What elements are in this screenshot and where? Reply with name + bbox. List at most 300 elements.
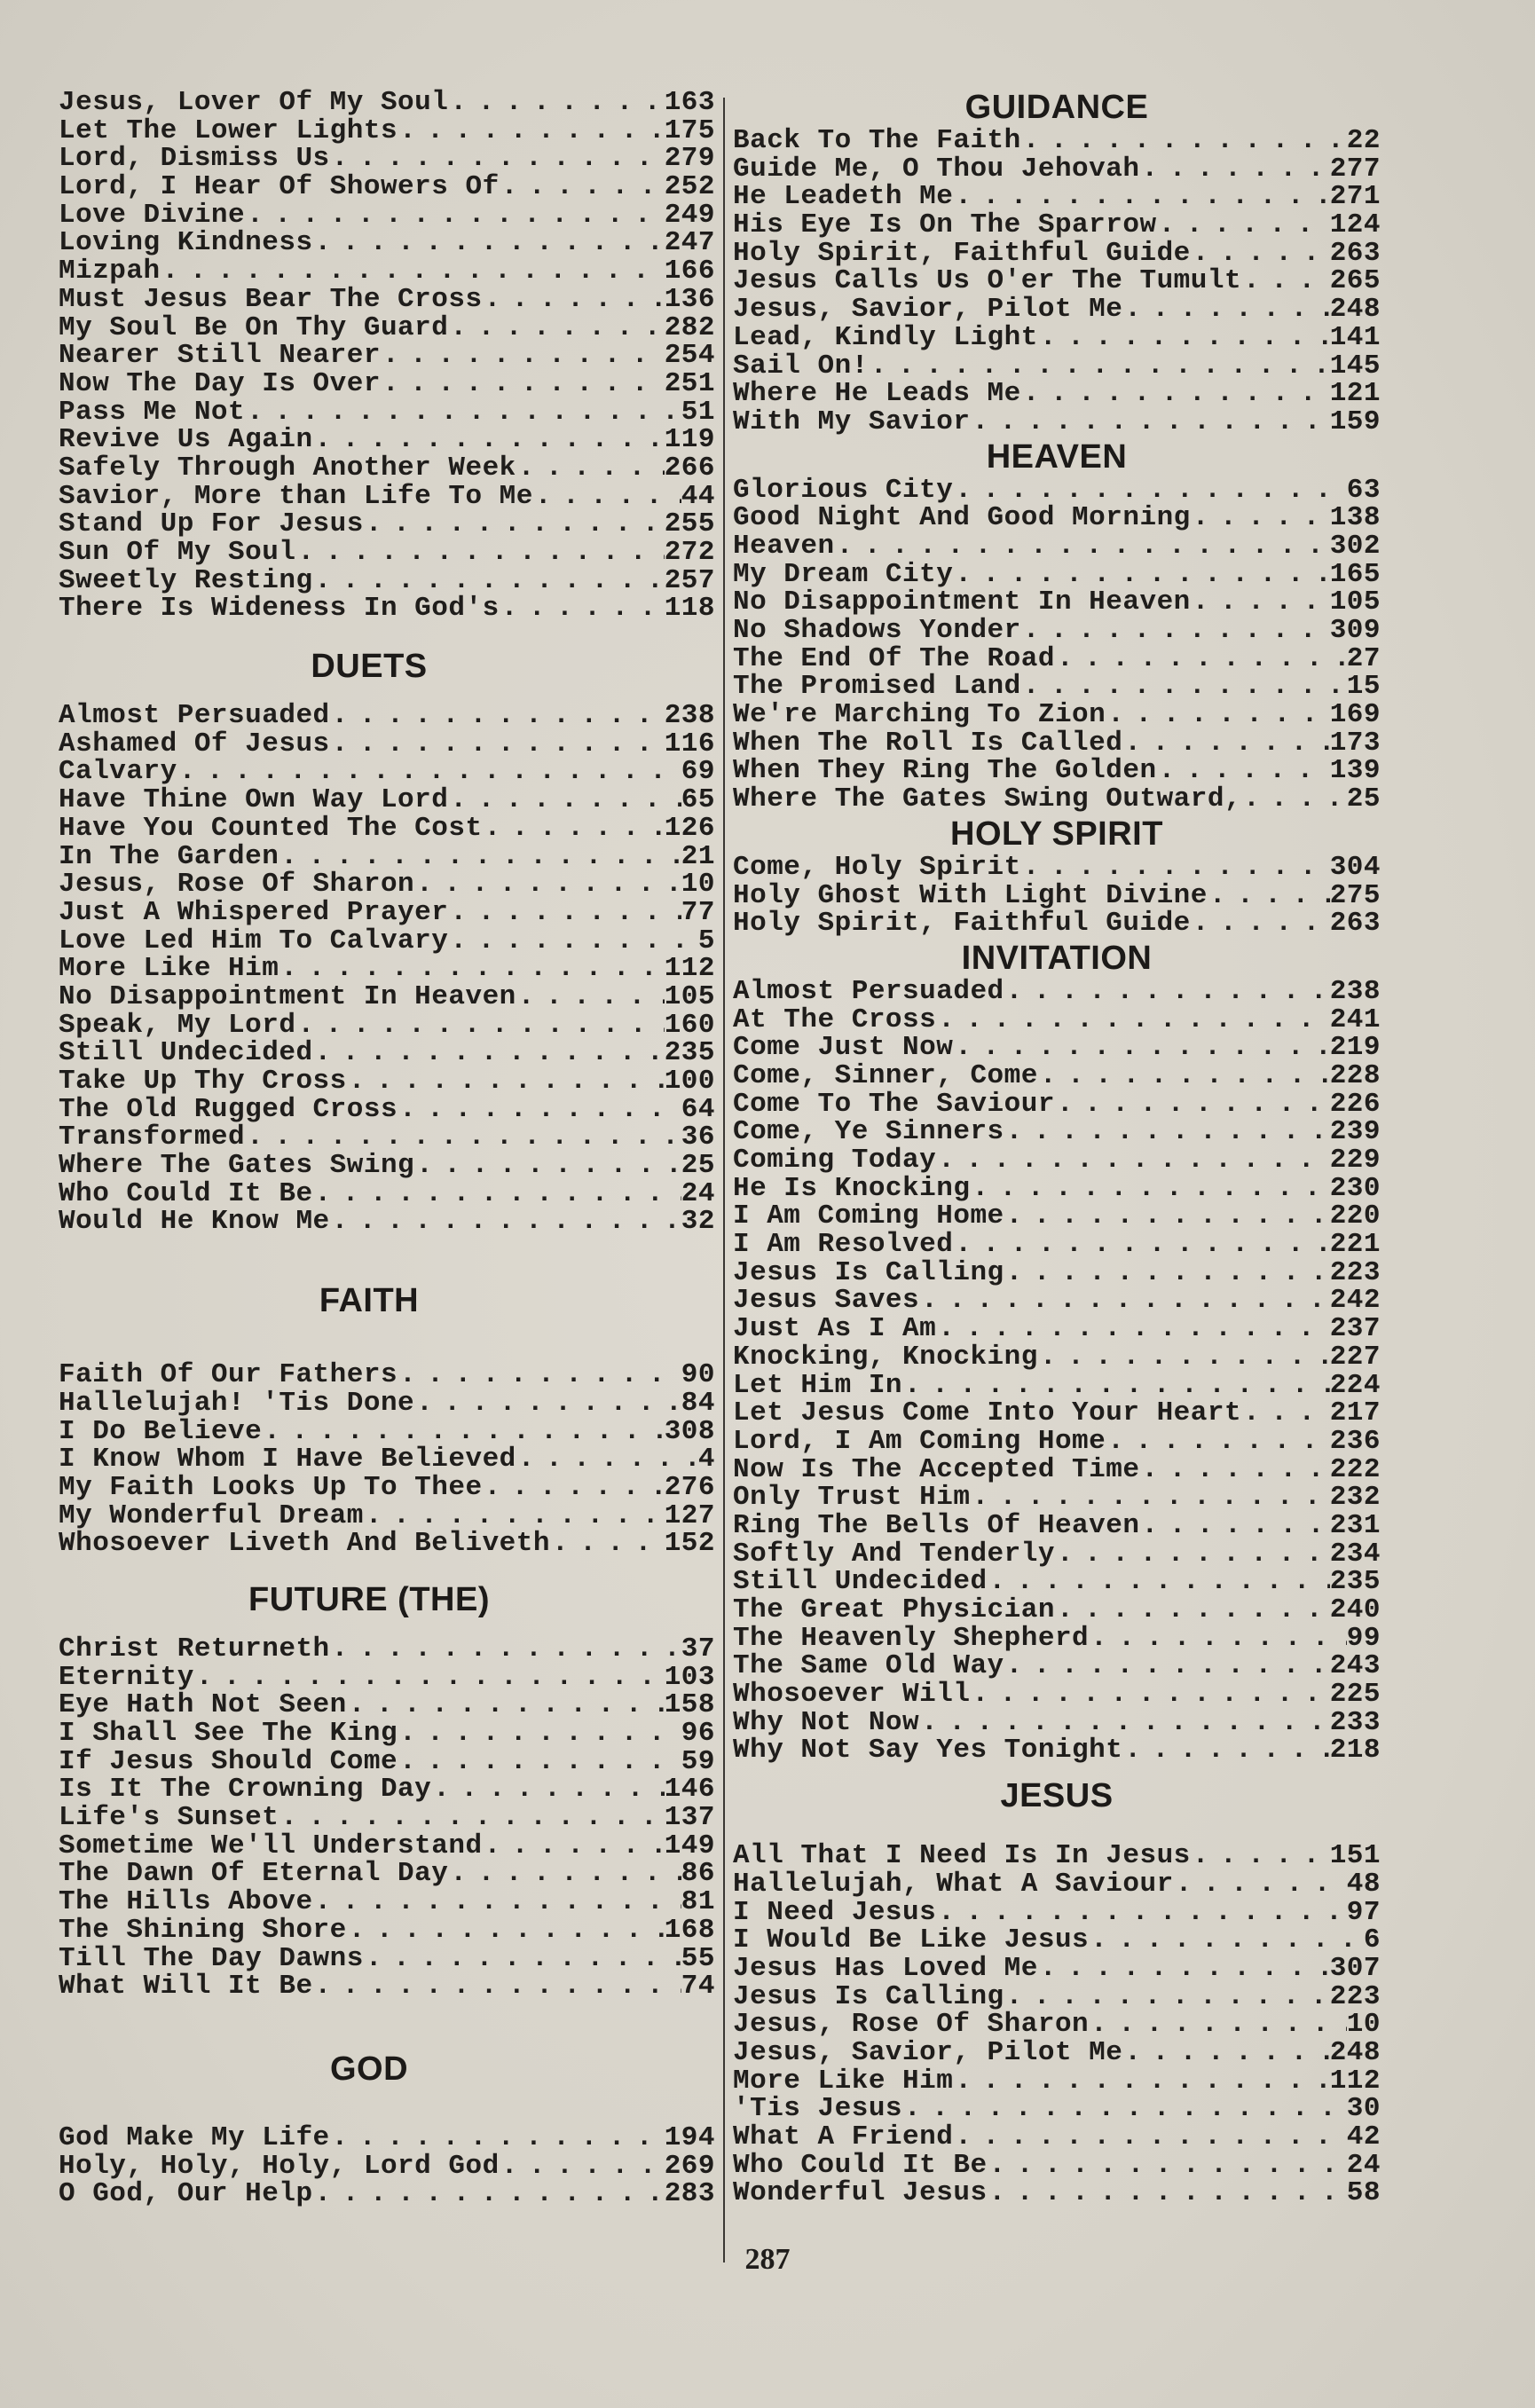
hymn-page-number: 4 bbox=[697, 1445, 715, 1474]
index-entry bbox=[733, 211, 1381, 240]
dot-leader bbox=[936, 1315, 1329, 1343]
index-entry bbox=[733, 504, 1381, 532]
hymn-page-number: 126 bbox=[664, 814, 715, 843]
dot-leader bbox=[500, 594, 665, 623]
hymn-title: Savior, More than Life To Me bbox=[59, 482, 533, 511]
hymn-title: Almost Persuaded bbox=[59, 702, 330, 730]
hymn-title: Jesus, Savior, Pilot Me bbox=[733, 2038, 1123, 2067]
hymn-title: Speak, My Lord bbox=[59, 1011, 296, 1040]
index-entry bbox=[59, 257, 715, 286]
hymn-page-number: 127 bbox=[664, 1501, 715, 1531]
dot-leader bbox=[1055, 645, 1347, 673]
hymn-title: Coming Today bbox=[733, 1146, 937, 1175]
hymn-page-number: 136 bbox=[664, 285, 715, 314]
dot-leader bbox=[330, 145, 665, 173]
hymn-page-number: 44 bbox=[681, 482, 715, 511]
left-index-column bbox=[59, 89, 715, 2208]
dot-leader bbox=[1241, 1399, 1330, 1428]
dot-leader bbox=[953, 2067, 1329, 2096]
hymn-page-number: 217 bbox=[1329, 1399, 1381, 1428]
dot-leader bbox=[313, 1888, 681, 1916]
hymn-page-number: 5 bbox=[697, 926, 715, 956]
dot-leader bbox=[398, 1748, 681, 1776]
dot-leader bbox=[970, 1483, 1329, 1512]
hymn-page-number: 242 bbox=[1329, 1287, 1381, 1316]
hymn-title: Still Undecided bbox=[733, 1568, 988, 1596]
index-entry bbox=[59, 1775, 715, 1804]
hymn-title: Holy Spirit, Faithful Guide bbox=[733, 239, 1191, 268]
hymn-page-number: 48 bbox=[1346, 1869, 1381, 1899]
dot-leader bbox=[1038, 1343, 1330, 1372]
section-heading-god: GOD bbox=[329, 2050, 409, 2088]
dot-leader bbox=[448, 1860, 681, 1888]
hymn-page-number: 112 bbox=[1329, 2066, 1381, 2096]
dot-leader bbox=[1122, 2039, 1329, 2067]
hymn-page-number: 166 bbox=[664, 257, 715, 286]
index-entry bbox=[59, 1011, 715, 1040]
hymn-title: Why Not Now bbox=[733, 1708, 920, 1737]
hymn-page-number: 222 bbox=[1329, 1455, 1381, 1484]
hymn-page-number: 160 bbox=[664, 1011, 715, 1040]
index-entry bbox=[59, 1039, 715, 1067]
hymn-title: Sun Of My Soul bbox=[59, 539, 296, 567]
hymn-title: Take Up Thy Cross bbox=[59, 1067, 347, 1096]
dot-leader bbox=[1038, 324, 1330, 352]
hymn-page-number: 138 bbox=[1329, 504, 1381, 532]
index-entry bbox=[733, 1625, 1381, 1653]
index-entry bbox=[59, 1635, 715, 1664]
hymn-title: There Is Wideness In God's bbox=[59, 594, 500, 624]
index-entry bbox=[733, 476, 1381, 505]
hymn-page-number: 121 bbox=[1329, 380, 1381, 408]
dot-leader bbox=[1174, 1870, 1347, 1899]
hymn-title: Holy, Holy, Holy, Lord God bbox=[59, 2152, 500, 2181]
index-entry bbox=[59, 201, 715, 230]
index-entry bbox=[733, 1343, 1381, 1372]
dot-leader bbox=[953, 1034, 1329, 1062]
dot-leader bbox=[398, 1096, 681, 1124]
hymn-title: Where The Gates Swing Outward, bbox=[733, 785, 1242, 814]
hymn-title: Christ Returneth bbox=[59, 1634, 330, 1664]
dot-leader bbox=[970, 1680, 1329, 1709]
index-entry bbox=[733, 1456, 1381, 1484]
index-entry bbox=[59, 1445, 715, 1474]
hymn-page-number: 90 bbox=[681, 1361, 715, 1389]
index-entry bbox=[59, 899, 715, 927]
hymn-title: Now The Day Is Over bbox=[59, 369, 381, 398]
hymn-page-number: 21 bbox=[681, 842, 715, 871]
hymn-page-number: 137 bbox=[664, 1804, 715, 1832]
index-entry bbox=[733, 2011, 1381, 2039]
hymn-title: Let Him In bbox=[733, 1371, 903, 1400]
hymn-title: Jesus Calls Us O'er The Tumult bbox=[733, 267, 1242, 296]
hymn-title: Love Divine bbox=[59, 201, 246, 230]
hymn-page-number: 124 bbox=[1329, 211, 1381, 240]
hymn-page-number: 247 bbox=[664, 229, 715, 258]
index-entry bbox=[59, 1972, 715, 2001]
index-entry bbox=[59, 814, 715, 843]
hymn-title: The Heavenly Shepherd bbox=[733, 1624, 1090, 1653]
hymn-title: Ring The Bells Of Heaven bbox=[733, 1511, 1140, 1540]
hymn-page-number: 279 bbox=[664, 145, 715, 174]
dot-leader bbox=[988, 2152, 1347, 2180]
dot-leader bbox=[330, 1208, 681, 1236]
hymn-page-number: 105 bbox=[664, 982, 715, 1011]
index-entry bbox=[733, 1652, 1381, 1680]
dot-leader bbox=[448, 927, 698, 956]
dot-leader bbox=[483, 1474, 665, 1502]
section-heading-invitation: INVITATION bbox=[961, 939, 1153, 977]
index-entry bbox=[59, 229, 715, 257]
hymn-title: All That I Need Is In Jesus bbox=[733, 1842, 1191, 1870]
hymn-title: If Jesus Should Come bbox=[59, 1747, 398, 1776]
dot-leader bbox=[1122, 729, 1329, 758]
index-entry bbox=[733, 2179, 1381, 2207]
hymn-page-number: 248 bbox=[1329, 2038, 1381, 2067]
hymn-page-number: 266 bbox=[664, 453, 715, 483]
dot-leader bbox=[1241, 785, 1347, 814]
hymn-page-number: 55 bbox=[681, 1944, 715, 1973]
dot-leader bbox=[1055, 1540, 1330, 1569]
hymn-page-number: 173 bbox=[1329, 728, 1381, 758]
index-entry bbox=[733, 1568, 1381, 1596]
index-entry bbox=[733, 1983, 1381, 2011]
hymn-page-number: 139 bbox=[1329, 757, 1381, 786]
index-entry bbox=[733, 1372, 1381, 1400]
hymn-title: Come, Ye Sinners bbox=[733, 1118, 1004, 1146]
dot-leader bbox=[347, 1067, 665, 1096]
index-entry bbox=[59, 1096, 715, 1124]
index-entry bbox=[733, 1259, 1381, 1287]
index-entry bbox=[59, 1916, 715, 1945]
hymn-title: Knocking, Knocking bbox=[733, 1342, 1038, 1372]
hymn-page-number: 221 bbox=[1329, 1231, 1381, 1259]
hymn-title: O God, Our Help bbox=[59, 2180, 313, 2208]
hymn-page-number: 103 bbox=[664, 1663, 715, 1692]
hymn-title: Come To The Saviour bbox=[733, 1090, 1055, 1119]
hymn-page-number: 152 bbox=[664, 1530, 715, 1558]
index-entry bbox=[59, 454, 715, 483]
hymn-page-number: 229 bbox=[1329, 1146, 1381, 1175]
dot-leader bbox=[398, 1719, 681, 1748]
hymn-title: Good Night And Good Morning bbox=[733, 504, 1191, 532]
hymn-page-number: 36 bbox=[681, 1123, 715, 1153]
hymn-title: Glorious City bbox=[733, 476, 954, 505]
hymn-page-number: 58 bbox=[1346, 2179, 1381, 2208]
index-entry bbox=[59, 1180, 715, 1208]
index-entry bbox=[733, 2039, 1381, 2067]
hymn-page-number: 15 bbox=[1346, 673, 1381, 702]
dot-leader bbox=[398, 117, 665, 146]
index-entry bbox=[733, 2067, 1381, 2096]
hymn-title: Sometime We'll Understand bbox=[59, 1831, 483, 1861]
index-entry bbox=[59, 955, 715, 983]
dot-leader bbox=[381, 370, 665, 398]
dot-leader bbox=[448, 899, 681, 927]
index-entry bbox=[59, 1691, 715, 1719]
index-entry bbox=[59, 426, 715, 454]
hymn-title: Ashamed Of Jesus bbox=[59, 729, 330, 759]
index-entry bbox=[59, 1860, 715, 1888]
hymn-page-number: 118 bbox=[664, 594, 715, 624]
hymn-page-number: 308 bbox=[664, 1417, 715, 1446]
hymn-page-number: 240 bbox=[1329, 1596, 1381, 1625]
hymn-page-number: 236 bbox=[1329, 1427, 1381, 1456]
dot-leader bbox=[1191, 1842, 1330, 1870]
hymn-title: We're Marching To Zion bbox=[733, 701, 1106, 729]
index-entry bbox=[59, 286, 715, 314]
hymn-page-number: 10 bbox=[681, 870, 715, 899]
hymn-title: Hallelujah! 'Tis Done bbox=[59, 1389, 415, 1418]
index-entry bbox=[59, 1664, 715, 1692]
hymn-title: Life's Sunset bbox=[59, 1804, 279, 1832]
hymn-page-number: 233 bbox=[1329, 1708, 1381, 1737]
hymn-page-number: 231 bbox=[1329, 1511, 1381, 1540]
dot-leader bbox=[483, 286, 665, 314]
index-entry bbox=[59, 567, 715, 595]
index-entry bbox=[733, 1736, 1381, 1765]
index-entry bbox=[733, 1202, 1381, 1231]
hymn-title: Lord, I Hear Of Showers Of bbox=[59, 173, 500, 201]
index-entry bbox=[733, 854, 1381, 882]
hymn-page-number: 116 bbox=[664, 729, 715, 759]
dot-leader bbox=[1055, 1596, 1330, 1625]
hymn-title: I Do Believe bbox=[59, 1417, 263, 1446]
hymn-title: I Am Coming Home bbox=[733, 1202, 1004, 1232]
hymn-page-number: 254 bbox=[664, 342, 715, 370]
hymn-title: Jesus Is Calling bbox=[733, 1982, 1004, 2011]
dot-leader bbox=[414, 1152, 681, 1180]
hymn-title: He Leadeth Me bbox=[733, 183, 954, 212]
index-entry bbox=[733, 882, 1381, 910]
index-entry bbox=[733, 645, 1381, 673]
hymn-title: Must Jesus Bear The Cross bbox=[59, 285, 483, 314]
index-entry bbox=[733, 1287, 1381, 1315]
hymn-page-number: 69 bbox=[681, 758, 715, 787]
index-entry bbox=[733, 1483, 1381, 1512]
hymn-page-number: 86 bbox=[681, 1860, 715, 1889]
dot-leader bbox=[1021, 854, 1330, 882]
hymn-title: Have Thine Own Way Lord bbox=[59, 786, 449, 814]
hymn-page-number: 282 bbox=[664, 313, 715, 342]
hymn-title: Holy Ghost With Light Divine bbox=[733, 881, 1208, 910]
hymn-title: I Would Be Like Jesus bbox=[733, 1926, 1090, 1955]
hymn-page-number: 238 bbox=[664, 702, 715, 730]
index-entry bbox=[733, 1926, 1381, 1955]
index-entry bbox=[59, 843, 715, 871]
hymn-title: Let The Lower Lights bbox=[59, 116, 398, 146]
index-entry bbox=[733, 701, 1381, 729]
hymn-page-number: 239 bbox=[1329, 1118, 1381, 1146]
dot-leader bbox=[1089, 1625, 1347, 1653]
hymn-title: My Wonderful Dream bbox=[59, 1501, 364, 1531]
dot-leader bbox=[1004, 1118, 1330, 1146]
dot-leader bbox=[330, 2124, 665, 2152]
index-entry bbox=[733, 673, 1381, 701]
hymn-title: Nearer Still Nearer bbox=[59, 342, 381, 370]
hymn-title: His Eye Is On The Sparrow bbox=[733, 211, 1157, 240]
dot-leader bbox=[448, 786, 681, 814]
hymn-title: Whosoever Liveth And Beliveth bbox=[59, 1530, 550, 1558]
hymn-page-number: 59 bbox=[681, 1747, 715, 1776]
hymn-title: The Same Old Way bbox=[733, 1652, 1004, 1681]
hymn-page-number: 249 bbox=[664, 201, 715, 230]
hymn-title: Holy Spirit, Faithful Guide bbox=[733, 909, 1191, 938]
dot-leader bbox=[245, 1123, 681, 1152]
hymn-title: Wonderful Jesus bbox=[733, 2179, 988, 2208]
hymn-page-number: 158 bbox=[664, 1691, 715, 1719]
column-divider bbox=[723, 98, 725, 2262]
index-entry bbox=[733, 1146, 1381, 1175]
dot-leader bbox=[953, 476, 1346, 505]
dot-leader bbox=[313, 2180, 665, 2208]
index-entry bbox=[59, 1719, 715, 1748]
hymn-title: God Make My Life bbox=[59, 2123, 330, 2152]
dot-leader bbox=[279, 843, 681, 871]
hymn-title: Come Just Now bbox=[733, 1034, 954, 1062]
hymn-page-number: 307 bbox=[1329, 1954, 1381, 1983]
dot-leader bbox=[1055, 1090, 1330, 1119]
hymn-title: With My Savior bbox=[733, 407, 971, 437]
hymn-page-number: 119 bbox=[664, 426, 715, 454]
index-entry bbox=[59, 730, 715, 759]
index-entry bbox=[733, 155, 1381, 184]
hymn-page-number: 225 bbox=[1329, 1680, 1381, 1709]
dot-leader bbox=[448, 314, 664, 342]
hymn-title: No Disappointment In Heaven bbox=[733, 588, 1191, 617]
hymn-title: No Disappointment In Heaven bbox=[59, 982, 516, 1011]
hymn-title: When The Roll Is Called bbox=[733, 728, 1123, 758]
dot-leader bbox=[953, 561, 1329, 589]
hymn-title: Is It The Crowning Day bbox=[59, 1775, 432, 1805]
section-heading-heaven: HEAVEN bbox=[986, 437, 1128, 476]
hymn-page-number: 309 bbox=[1329, 617, 1381, 645]
dot-leader bbox=[902, 2095, 1347, 2123]
index-entry bbox=[59, 1389, 715, 1418]
index-entry bbox=[59, 539, 715, 567]
hymn-title: My Soul Be On Thy Guard bbox=[59, 313, 449, 342]
dot-leader bbox=[398, 1361, 681, 1389]
hymn-title: The Great Physician bbox=[733, 1596, 1055, 1625]
hymn-title: Come, Sinner, Come bbox=[733, 1061, 1038, 1090]
hymn-page-number: 81 bbox=[681, 1888, 715, 1916]
hymn-title: Love Led Him To Calvary bbox=[59, 926, 449, 956]
dot-leader bbox=[330, 730, 665, 759]
dot-leader bbox=[953, 2123, 1346, 2152]
hymn-title: The Hills Above bbox=[59, 1888, 313, 1916]
index-entry bbox=[733, 1399, 1381, 1428]
index-entry bbox=[59, 398, 715, 427]
dot-leader bbox=[500, 173, 665, 201]
index-entry bbox=[733, 2123, 1381, 2152]
index-entry bbox=[733, 1175, 1381, 1203]
hymn-page-number: 304 bbox=[1329, 853, 1381, 882]
index-entry bbox=[59, 594, 715, 623]
index-entry bbox=[733, 588, 1381, 617]
hymn-title: The Dawn Of Eternal Day bbox=[59, 1860, 449, 1889]
hymn-title: What A Friend bbox=[733, 2123, 954, 2152]
hymn-title: Faith Of Our Fathers bbox=[59, 1361, 398, 1389]
dot-leader bbox=[970, 408, 1329, 437]
hymn-page-number: 159 bbox=[1329, 407, 1381, 437]
hymn-page-number: 165 bbox=[1329, 560, 1381, 589]
dot-leader bbox=[902, 1372, 1330, 1400]
dot-leader bbox=[245, 398, 681, 427]
index-entry bbox=[733, 757, 1381, 785]
section-heading-duets: DUETS bbox=[311, 648, 428, 686]
hymn-page-number: 230 bbox=[1329, 1174, 1381, 1203]
index-entry bbox=[733, 978, 1381, 1006]
hymn-page-number: 269 bbox=[664, 2152, 715, 2181]
hymn-page-number: 224 bbox=[1329, 1371, 1381, 1400]
hymn-title: Lead, Kindly Light bbox=[733, 323, 1038, 352]
dot-leader bbox=[431, 1775, 664, 1804]
dot-leader bbox=[1021, 617, 1330, 645]
hymn-title: I Need Jesus bbox=[733, 1898, 937, 1927]
dot-leader bbox=[936, 1006, 1329, 1035]
hymn-page-number: 30 bbox=[1346, 2095, 1381, 2123]
index-entry bbox=[733, 1596, 1381, 1625]
dot-leader bbox=[1021, 380, 1330, 408]
hymn-title: He Is Knocking bbox=[733, 1174, 971, 1203]
dot-leader bbox=[1122, 295, 1329, 324]
dot-leader bbox=[1122, 1736, 1329, 1765]
hymn-title: My Dream City bbox=[733, 560, 954, 589]
index-entry bbox=[733, 561, 1381, 589]
dot-leader bbox=[1208, 882, 1330, 910]
index-entry bbox=[59, 1152, 715, 1180]
hymn-page-number: 238 bbox=[1329, 977, 1381, 1006]
index-entry bbox=[59, 1067, 715, 1096]
hymn-page-number: 263 bbox=[1329, 909, 1381, 938]
index-entry bbox=[59, 145, 715, 173]
hymn-title: Where The Gates Swing bbox=[59, 1152, 415, 1180]
hymn-page-number: 100 bbox=[664, 1067, 715, 1096]
index-entry bbox=[59, 1208, 715, 1236]
hymn-title: Guide Me, O Thou Jehovah bbox=[733, 154, 1140, 184]
hymn-page-number: 6 bbox=[1363, 1926, 1381, 1955]
hymn-page-number: 257 bbox=[664, 566, 715, 595]
dot-leader bbox=[1139, 1456, 1329, 1484]
hymn-page-number: 65 bbox=[681, 786, 715, 814]
dot-leader bbox=[262, 1418, 664, 1446]
hymn-title: Still Undecided bbox=[59, 1039, 313, 1067]
index-entry bbox=[733, 1955, 1381, 1983]
index-entry bbox=[733, 1870, 1381, 1899]
hymn-title: Transformed bbox=[59, 1123, 246, 1153]
hymn-page-number: 32 bbox=[681, 1208, 715, 1237]
index-entry bbox=[733, 183, 1381, 211]
hymn-page-number: 22 bbox=[1346, 127, 1381, 155]
index-entry bbox=[733, 617, 1381, 645]
index-entry bbox=[733, 1899, 1381, 1927]
index-entry bbox=[59, 2180, 715, 2208]
hymn-page-number: 219 bbox=[1329, 1034, 1381, 1062]
dot-leader bbox=[381, 342, 665, 370]
hymn-page-number: 151 bbox=[1329, 1842, 1381, 1870]
hymn-title: Eternity bbox=[59, 1663, 194, 1692]
dot-leader bbox=[313, 567, 665, 595]
section-heading-guidance: GUIDANCE bbox=[964, 89, 1149, 126]
hymn-page-number: 265 bbox=[1329, 267, 1381, 296]
hymn-page-number: 51 bbox=[681, 397, 715, 427]
hymn-title: Only Trust Him bbox=[733, 1483, 971, 1512]
index-entry bbox=[59, 1418, 715, 1446]
hymn-title: Stand Up For Jesus bbox=[59, 510, 364, 539]
hymn-title: More Like Him bbox=[59, 955, 279, 983]
dot-leader bbox=[1139, 155, 1329, 184]
dot-leader bbox=[970, 1175, 1329, 1203]
